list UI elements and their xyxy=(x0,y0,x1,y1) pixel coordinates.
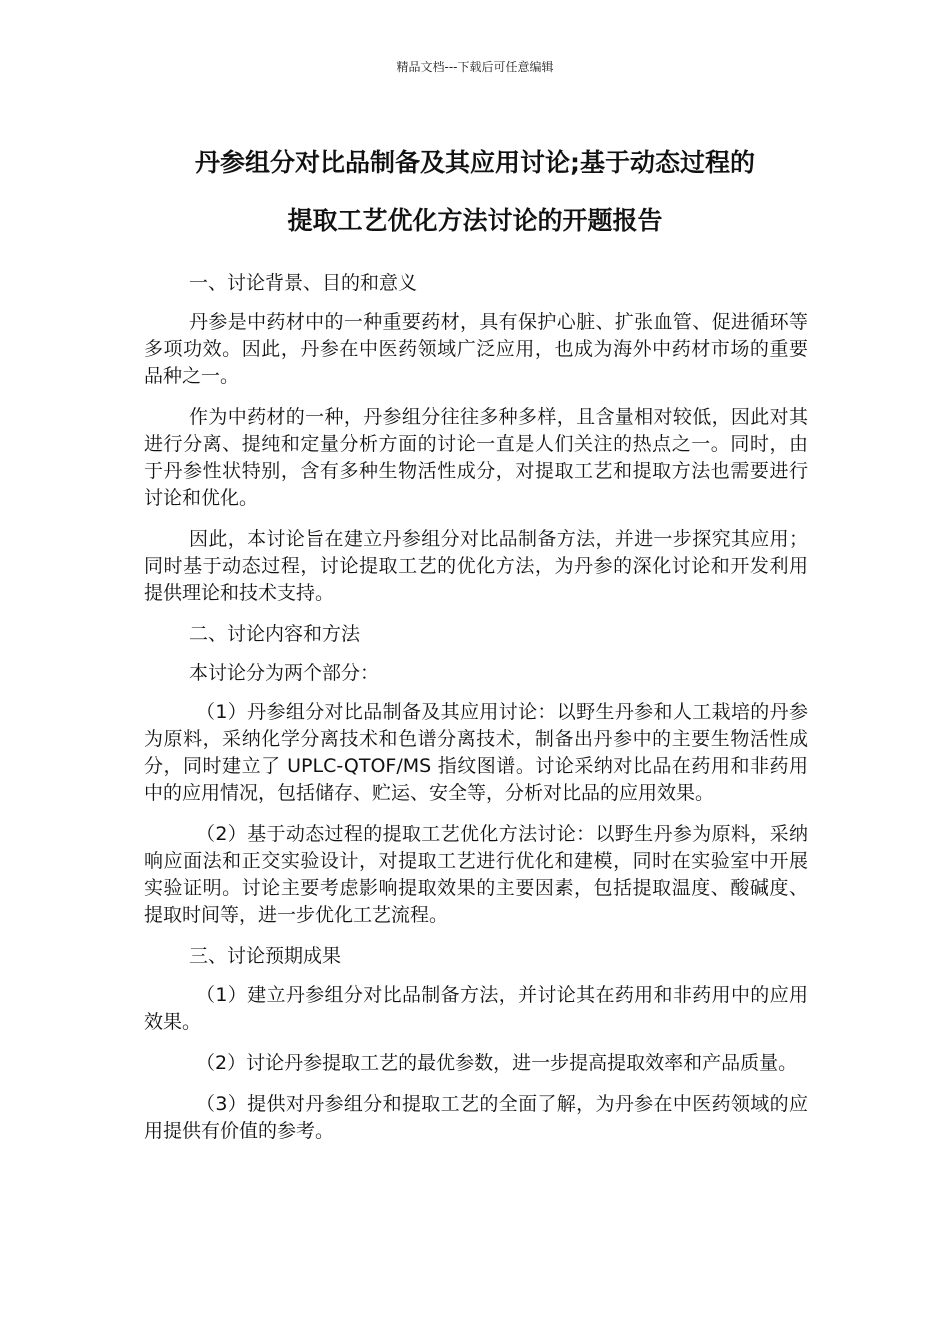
paragraph-result-2: （2）讨论丹参提取工艺的最优参数，进一步提高提取效率和产品质量。 xyxy=(196,1052,798,1074)
section-heading-content-methods: 二、讨论内容和方法 xyxy=(189,623,361,645)
section-heading-background: 一、讨论背景、目的和意义 xyxy=(189,272,418,294)
paragraph-intro: 丹参是中药材中的一种重要药材，具有保护心脏、扩张血管、促进循环等多项功效。因此，丹参在中医药领域广泛应用，也成为海外中药材市场的重要品种之一。 xyxy=(144,311,808,387)
document-title xyxy=(140,134,810,250)
document-body xyxy=(144,270,808,1159)
paragraph-result-1: （1）建立丹参组分对比品制备方法，并讨论其在药用和非药用中的应用效果。 xyxy=(144,984,808,1033)
paragraph-two-parts: 本讨论分为两个部分： xyxy=(189,662,380,684)
section-heading-expected-results: 三、讨论预期成果 xyxy=(189,945,342,967)
paragraph-result-3: （3）提供对丹参组分和提取工艺的全面了解，为丹参在中医药领域的应用提供有价值的参考。 xyxy=(144,1093,808,1142)
paragraph-part-2: （2）基于动态过程的提取工艺优化方法讨论：以野生丹参为原料，采纳响应面法和正交实验设计，对提取工艺进行优化和建模，同时在实验室中开展实验证明。讨论主要考虑影响提取效果的主要因素，包括提取温度、酸碱度、提取时间等，进一步优化工艺流程。 xyxy=(144,823,808,926)
page-header-watermark: 精品文档---下载后可任意编辑 xyxy=(396,60,554,74)
paragraph-part-1: （1）丹参组分对比品制备及其应用讨论：以野生丹参和人工栽培的丹参为原料，采纳化学分离技术和色谱分离技术，制备出丹参中的主要生物活性成分，同时建立了 UPLC-QTOF/MS 指纹图谱。讨论采纳对比品在药用和非药用中的应用情况，包括储存、贮运、安全等，分析对比品的应用效果。 xyxy=(144,701,808,804)
paragraph-components: 作为中药材的一种，丹参组分往往多种多样，且含量相对较低，因此对其进行分离、提纯和定量分析方面的讨论一直是人们关注的热点之一。同时，由于丹参性状特别，含有多种生物活性成分，对提取工艺和提取方法也需要进行讨论和优化。 xyxy=(144,406,808,509)
paragraph-purpose: 因此，本讨论旨在建立丹参组分对比品制备方法，并进一步探究其应用；同时基于动态过程，讨论提取工艺的优化方法，为丹参的深化讨论和开发利用提供理论和技术支持。 xyxy=(144,528,808,604)
title-line-2: 提取工艺优化方法讨论的开题报告 xyxy=(287,206,663,235)
title-line-1: 丹参组分对比品制备及其应用讨论;基于动态过程的 xyxy=(195,148,755,177)
